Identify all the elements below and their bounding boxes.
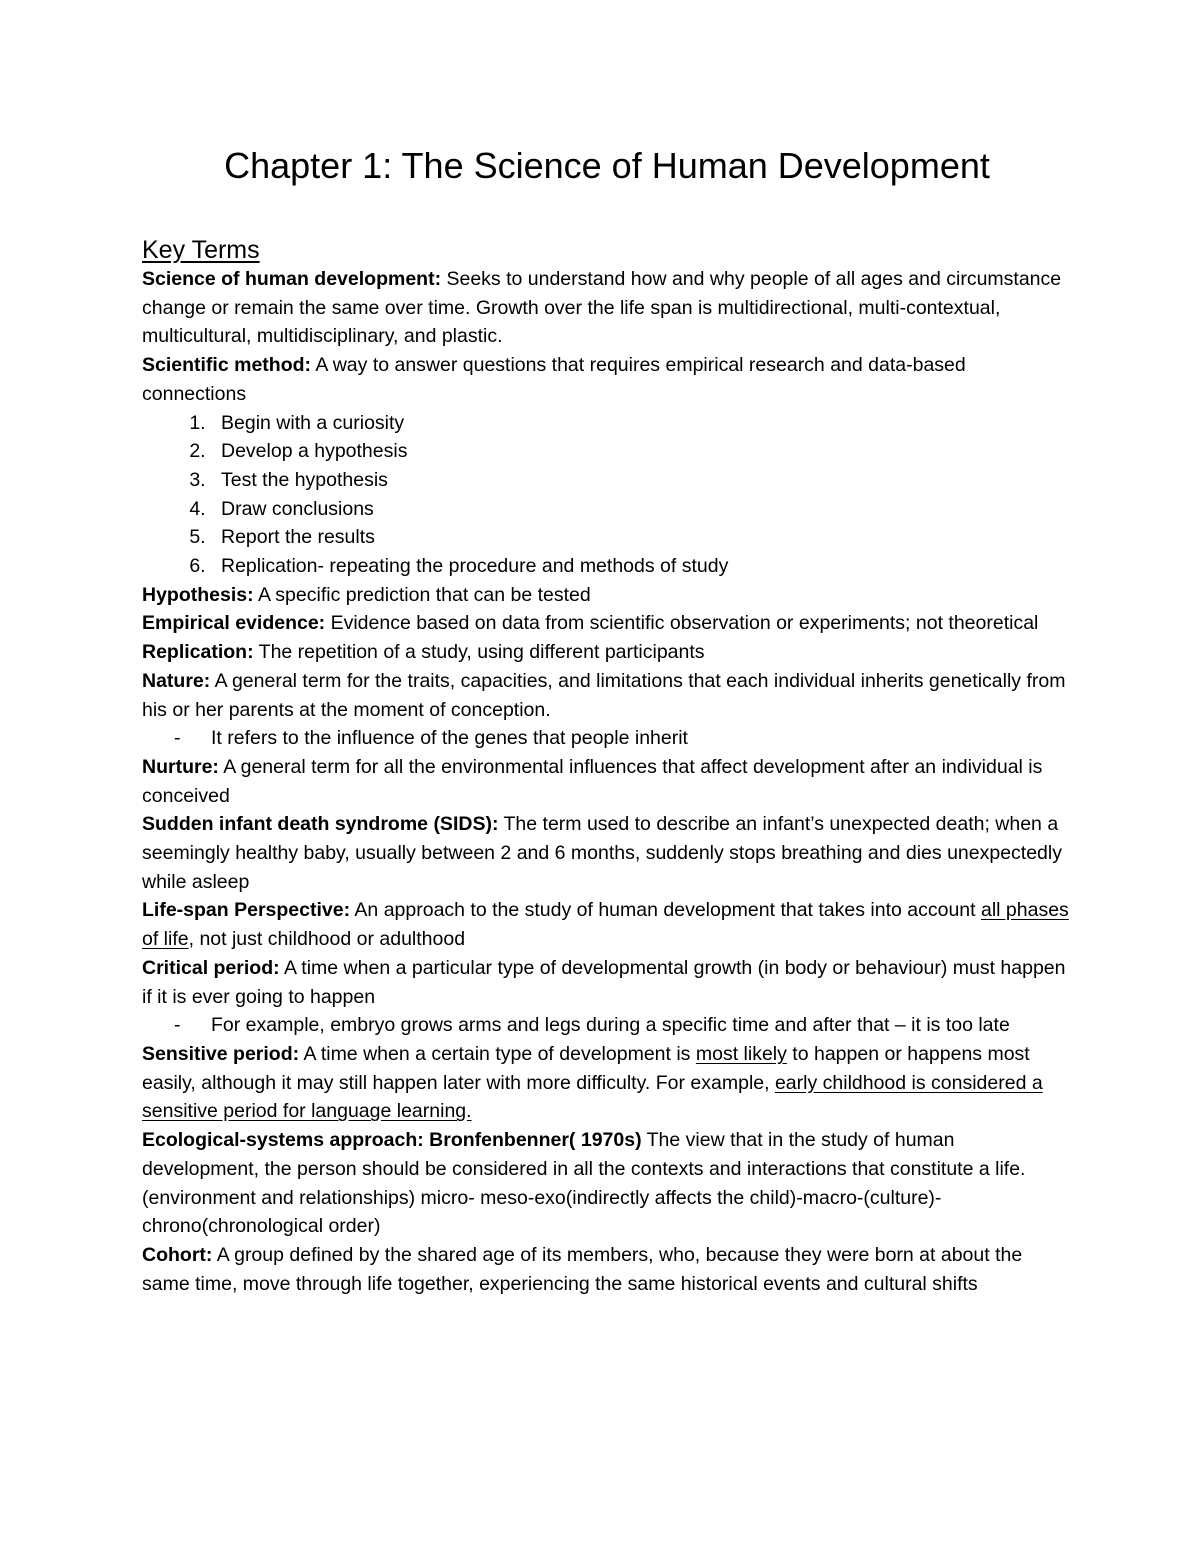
entry-nurture	[142, 753, 1072, 810]
bullet-text: It refers to the influence of the genes that people inherit	[211, 727, 688, 750]
bullet-text: For example, embryo grows arms and legs during a specific time and after that – it is too late	[211, 1014, 1010, 1037]
section-heading: Key Terms	[142, 236, 260, 264]
definition-text: Evidence based on data from scientific observation or experiments; not theoretical	[325, 612, 1039, 635]
underlined-text: early childhood is considered a sensitive period for language learning.	[142, 1071, 1043, 1123]
term-label: Nurture:	[142, 755, 219, 778]
nature-bullet	[142, 724, 1072, 753]
definition-text: The term used to describe an infant’s unexpected death; when a seemingly healthy baby, usually between 2 and 6 months, suddenly stops breathing and dies unexpectedly while asleep	[142, 813, 1062, 893]
term-label: Nature:	[142, 669, 211, 692]
definition-text: A way to answer questions that requires empirical research and data-based connections	[142, 354, 966, 405]
entry-sensitive-period	[142, 1040, 1072, 1126]
term-label: Scientific method:	[142, 354, 312, 377]
term-label: Sensitive period:	[142, 1042, 300, 1065]
term-label: Empirical evidence:	[142, 612, 326, 635]
list-item: 1. Begin with a curiosity	[211, 409, 1072, 438]
term-label: Life-span Perspective:	[142, 899, 351, 922]
list-item: 2. Develop a hypothesis	[211, 437, 1072, 466]
entry-cohort	[142, 1241, 1072, 1298]
document-page	[142, 142, 1072, 1298]
entry-nature	[142, 667, 1072, 724]
entry-life-span-perspective	[142, 896, 1072, 953]
list-item: 5. Report the results	[211, 523, 1072, 552]
definition-text: , not just childhood or adulthood	[188, 928, 466, 951]
dash-marker: -	[174, 727, 181, 750]
page-title: Chapter 1: The Science of Human Development	[224, 145, 990, 186]
term-label: Ecological-systems approach: Bronfenbenner( 1970s)	[142, 1129, 642, 1152]
definition-text: The repetition of a study, using different participants	[253, 641, 705, 664]
entry-sids	[142, 810, 1072, 896]
entry-ecological-systems-approach	[142, 1126, 1072, 1241]
term-label: Replication:	[142, 641, 254, 664]
dash-marker: -	[174, 1014, 181, 1037]
definition-text: A specific prediction that can be tested	[253, 583, 591, 606]
definition-text: An approach to the study of human development that takes into account	[350, 899, 981, 922]
key-terms-content	[142, 265, 1072, 1298]
term-label: Hypothesis:	[142, 583, 254, 606]
definition-text: A general term for all the environmental influences that affect development after an individual is conceived	[142, 755, 1043, 807]
entry-replication	[142, 638, 1072, 667]
term-label: Critical period:	[142, 956, 280, 979]
definition-text: A time when a particular type of developmental growth (in body or behaviour) must happen if it is ever going to happen	[142, 956, 1066, 1008]
list-item: 6. Replication- repeating the procedure and methods of study	[211, 552, 1072, 581]
definition-text: A group defined by the shared age of its members, who, because they were born at about the same time, move through life together, experiencing the same historical events and cultural shifts	[142, 1243, 1023, 1295]
underlined-text: all phases of life	[142, 899, 1069, 951]
entry-hypothesis	[142, 581, 1072, 610]
entry-science-of-human-development	[142, 265, 1072, 351]
definition-text: The view that in the study of human development, the person should be considered in all the contexts and interactions that constitute a life. (environment and relationships) micro- meso-exo(indirectly affects the child)-macro-(culture)-chrono(chronological order)	[142, 1129, 1026, 1238]
term-label: Cohort:	[142, 1243, 213, 1266]
list-item: 3. Test the hypothesis	[211, 466, 1072, 495]
underlined-text: most likely	[695, 1042, 787, 1065]
definition-text: A time when a certain type of development is	[299, 1042, 696, 1065]
term-label: Science of human development:	[142, 268, 442, 290]
critical-period-bullet	[142, 1011, 1072, 1040]
entry-empirical-evidence	[142, 609, 1072, 638]
definition-text: to happen or happens most easily, although it may still happen later with more difficulty. For example,	[142, 1042, 1030, 1094]
entry-scientific-method	[142, 351, 1072, 408]
entry-critical-period	[142, 954, 1072, 1011]
term-label: Sudden infant death syndrome (SIDS):	[142, 813, 499, 836]
definition-text: Seeks to understand how and why people of all ages and circumstance change or remain the same over time. Growth over the life span is multidirectional, multi-contextual, multicultural, multidisciplinary, and plastic.	[142, 268, 1062, 348]
scientific-method-steps	[142, 409, 1072, 581]
definition-text: A general term for the traits, capacities, and limitations that each individual inherits genetically from his or her parents at the moment of conception.	[142, 669, 1066, 721]
list-item: 4. Draw conclusions	[211, 495, 1072, 524]
